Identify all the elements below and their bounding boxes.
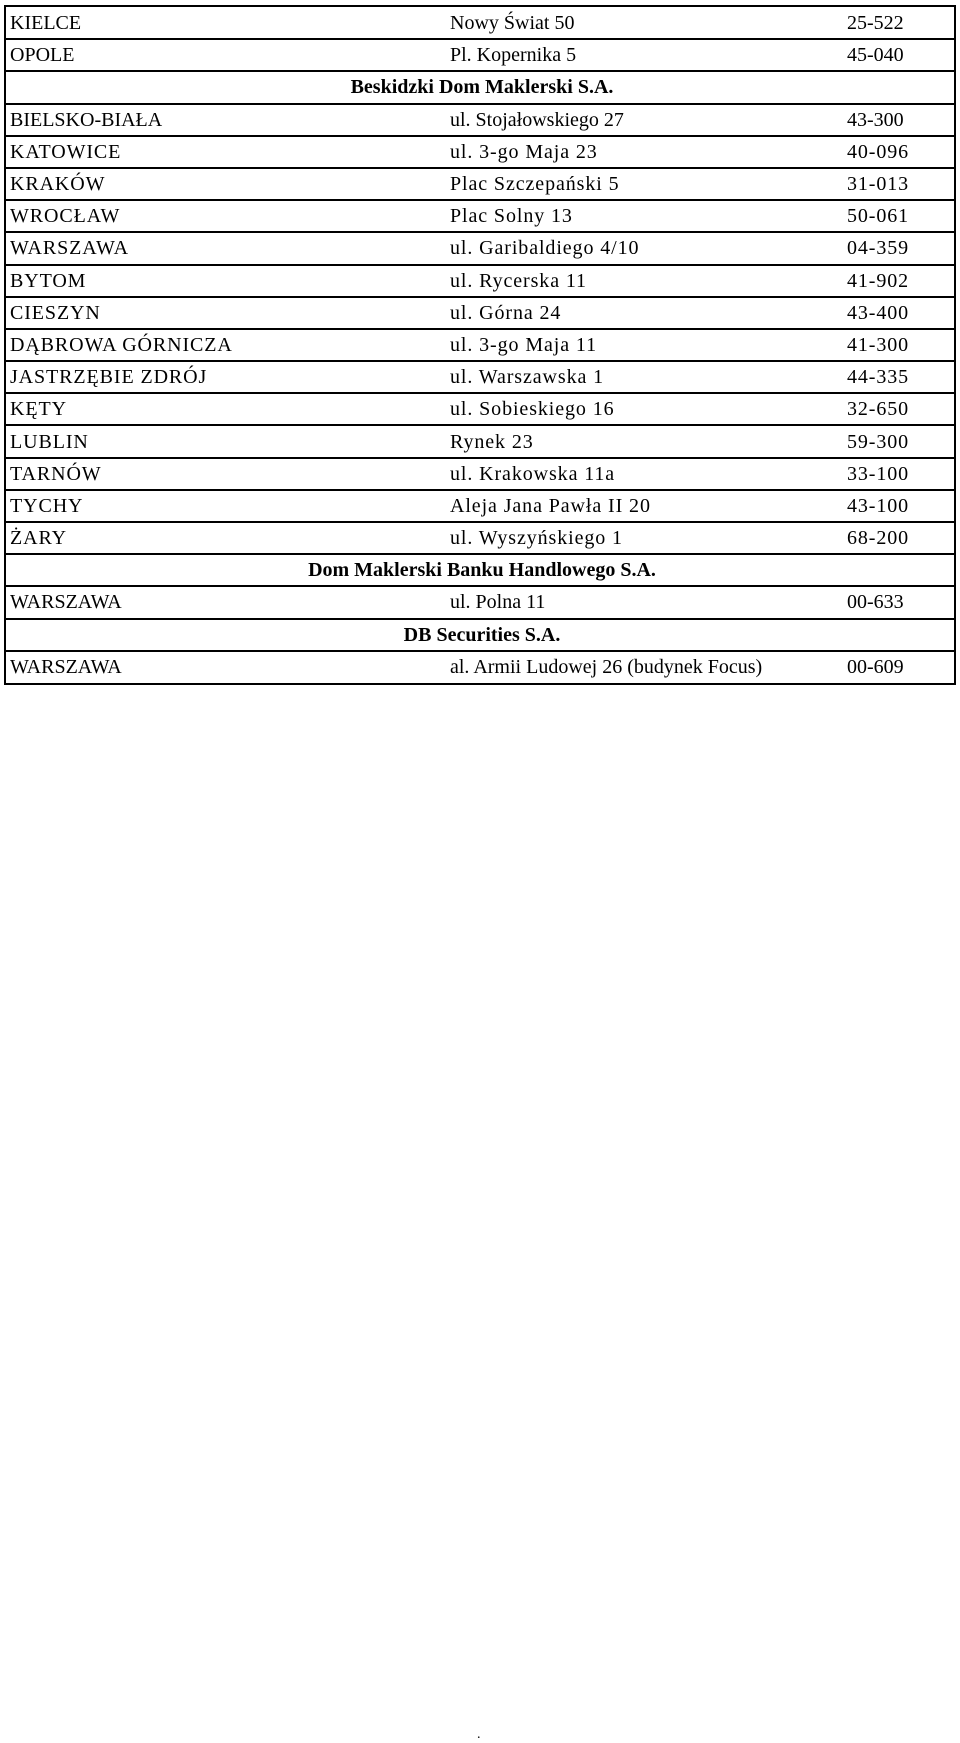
table-row	[6, 232, 954, 264]
street-cell: ul. Rycerska 11	[446, 265, 843, 297]
postal-code-cell: 43-400	[843, 297, 954, 329]
city-cell: KIELCE	[10, 11, 82, 34]
section-header: DB Securities S.A.	[6, 619, 954, 651]
city-cell: TARNÓW	[6, 458, 446, 490]
postal-code-cell: 45-040	[843, 39, 954, 71]
street-cell: al. Armii Ludowej 26 (budynek Focus)	[446, 651, 843, 683]
street-cell: ul. Garibaldiego 4/10	[446, 232, 843, 264]
section-header-row	[6, 554, 954, 586]
city-cell: KATOWICE	[6, 136, 446, 168]
table-row	[6, 393, 954, 425]
city-cell: KĘTY	[6, 393, 446, 425]
table-row	[6, 39, 954, 71]
street-cell: Rynek 23	[446, 425, 843, 457]
street-cell: Pl. Kopernika 5	[446, 39, 843, 71]
street-cell: ul. Sobieskiego 16	[446, 393, 843, 425]
city-cell: LUBLIN	[6, 425, 446, 457]
city-cell: WARSZAWA	[6, 586, 446, 618]
city-cell: ŻARY	[6, 522, 446, 554]
street-cell: Plac Solny 13	[446, 200, 843, 232]
street-cell: ul. Stojałowskiego 27	[446, 104, 843, 136]
street-cell: Aleja Jana Pawła II 20	[446, 490, 843, 522]
city-cell: WARSZAWA	[6, 232, 446, 264]
street-cell: ul. Warszawska 1	[446, 361, 843, 393]
city-cell: KRAKÓW	[6, 168, 446, 200]
postal-code-cell: 50-061	[843, 200, 954, 232]
table-row	[6, 329, 954, 361]
postal-code-cell: 59-300	[843, 425, 954, 457]
table-row	[6, 522, 954, 554]
section-header-row	[6, 619, 954, 651]
table-row	[6, 200, 954, 232]
postal-code-cell: 68-200	[843, 522, 954, 554]
postal-code-cell: 31-013	[843, 168, 954, 200]
city-cell: CIESZYN	[6, 297, 446, 329]
city-cell: JASTRZĘBIE ZDRÓJ	[6, 361, 446, 393]
postal-code-cell: 00-633	[843, 586, 954, 618]
table-row	[6, 425, 954, 457]
section-header-row	[6, 71, 954, 103]
postal-code-cell: 43-300	[843, 104, 954, 136]
table-row	[6, 361, 954, 393]
broker-offices-table-frame	[4, 5, 956, 685]
postal-code-cell: 43-100	[843, 490, 954, 522]
table-row	[6, 651, 954, 683]
street-cell: ul. Krakowska 11a	[446, 458, 843, 490]
city-cell: WARSZAWA	[6, 651, 446, 683]
street-cell: Plac Szczepański 5	[446, 168, 843, 200]
footer-mark: .	[477, 1727, 481, 1742]
section-header: Beskidzki Dom Maklerski S.A.	[6, 71, 954, 103]
section-header: Dom Maklerski Banku Handlowego S.A.	[6, 554, 954, 586]
table-row	[6, 7, 954, 39]
table-row	[6, 168, 954, 200]
table-row	[6, 265, 954, 297]
street-cell: ul. 3-go Maja 23	[446, 136, 843, 168]
table-row	[6, 297, 954, 329]
table-row	[6, 104, 954, 136]
postal-code-cell: 04-359	[843, 232, 954, 264]
postal-code-cell: 41-300	[843, 329, 954, 361]
broker-offices-table	[6, 7, 954, 683]
city-cell: WROCŁAW	[6, 200, 446, 232]
city-cell: TYCHY	[6, 490, 446, 522]
table-row	[6, 458, 954, 490]
table-row	[6, 136, 954, 168]
street-cell: Nowy Świat 50	[450, 11, 575, 34]
postal-code-cell: 33-100	[843, 458, 954, 490]
city-cell: OPOLE	[6, 39, 446, 71]
table-row	[6, 586, 954, 618]
street-cell: ul. Wyszyńskiego 1	[446, 522, 843, 554]
postal-code-cell: 25-522	[847, 11, 904, 34]
postal-code-cell: 00-609	[843, 651, 954, 683]
city-cell: BIELSKO-BIAŁA	[6, 104, 446, 136]
street-cell: ul. Górna 24	[446, 297, 843, 329]
postal-code-cell: 41-902	[843, 265, 954, 297]
table-row	[6, 490, 954, 522]
postal-code-cell: 40-096	[843, 136, 954, 168]
city-cell: DĄBROWA GÓRNICZA	[6, 329, 446, 361]
street-cell: ul. Polna 11	[446, 586, 843, 618]
city-cell: BYTOM	[6, 265, 446, 297]
postal-code-cell: 32-650	[843, 393, 954, 425]
street-cell: ul. 3-go Maja 11	[446, 329, 843, 361]
postal-code-cell: 44-335	[843, 361, 954, 393]
